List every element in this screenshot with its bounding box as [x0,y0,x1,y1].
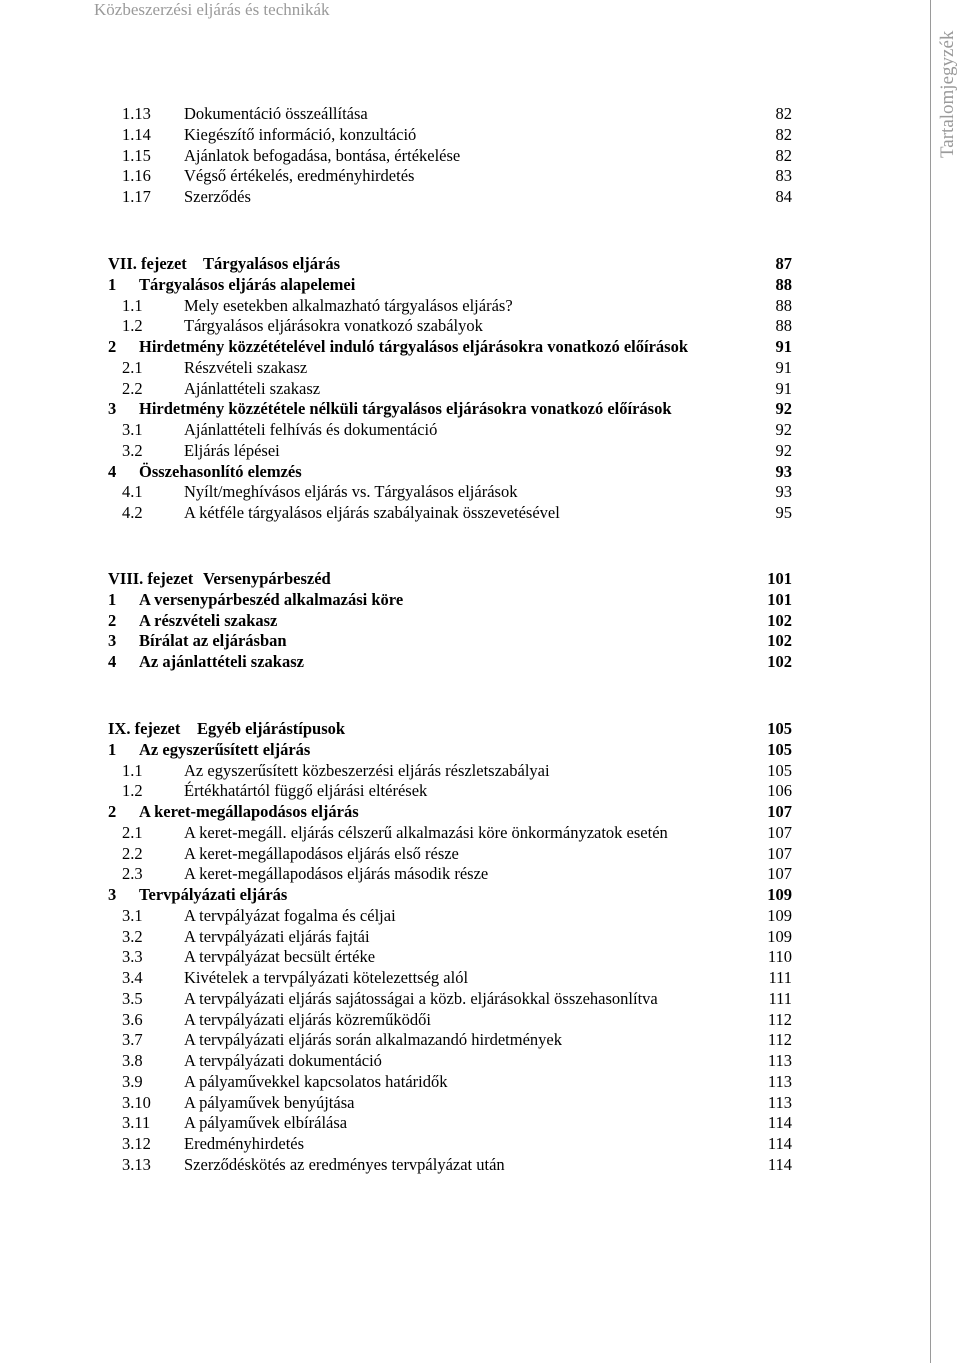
toc-number: 3.6 [122,1009,143,1029]
toc-page: 105 [767,760,792,780]
toc-section[interactable] [0,739,930,760]
toc-page: 93 [775,482,792,502]
toc-page: 114 [767,1134,792,1153]
toc-title: Értékhatártól függő eljárási eltérések [184,781,428,801]
toc-title: Egyéb eljárástípusok [197,719,346,738]
toc-section[interactable] [0,801,930,822]
toc-number: 2.2 [122,378,143,398]
toc-section[interactable] [0,589,930,610]
toc-number: 2.1 [122,357,143,377]
toc-number: 4.1 [122,482,143,502]
toc-number: 1 [108,589,117,609]
toc-title: A tervpályázati eljárás sajátosságai a közb. eljárásokkal összehasonlítva [184,988,658,1008]
toc-page: 88 [775,295,792,315]
toc-page: 107 [767,822,792,842]
toc-page: 102 [767,652,792,671]
toc-entry[interactable] [0,440,930,461]
toc-page: 82 [775,124,792,144]
toc-title: Eredményhirdetés [184,1134,305,1153]
toc-entry[interactable] [0,1029,930,1050]
toc-title: A pályaművekkel kapcsolatos határidők [184,1071,448,1091]
toc-title: A részvételi szakasz [139,610,278,630]
toc-entry[interactable] [0,926,930,947]
toc-entry[interactable] [0,357,930,378]
toc-title: Ajánlattételi szakasz [184,378,321,398]
toc-page: 93 [775,461,792,481]
toc-number: 2.2 [122,843,143,863]
toc-page: 91 [775,378,792,398]
toc-title: A keret-megállapodásos eljárás első része [184,843,459,863]
toc-entry[interactable] [0,1071,930,1092]
toc-page: 111 [768,988,792,1008]
toc-page: 84 [775,187,792,206]
toc-number: 3.9 [122,1071,143,1091]
toc-title: A versenypárbeszéd alkalmazási köre [139,589,404,609]
toc-entry[interactable] [0,967,930,988]
toc-chapter-heading[interactable] [0,718,930,739]
toc-entry[interactable] [0,843,930,864]
toc-page: 112 [767,1030,792,1050]
toc-section[interactable] [0,651,930,672]
toc-title: A keret-megáll. eljárás célszerű alkalmazási köre önkormányzatok esetén [184,822,668,842]
side-tab-label: Tartalomjegyzék [937,30,958,158]
toc-page: 91 [775,337,792,356]
toc-number: 1.17 [122,187,151,206]
toc-number: 2.1 [122,822,143,842]
toc-entry[interactable] [0,946,930,967]
toc-number: 1.13 [122,104,151,123]
toc-title: A tervpályázati eljárás során alkalmazandó hirdetmények [184,1030,562,1050]
toc-title: Végső értékelés, eredményhirdetés [184,166,415,186]
toc-title: Eljárás lépései [184,440,280,460]
toc-page: 88 [775,274,792,294]
toc-page: 102 [767,631,792,651]
toc-page: 82 [775,145,792,165]
toc-entry[interactable] [0,124,930,145]
toc-number: 1.2 [122,316,143,336]
toc-title: Tárgyalásos eljárás alapelemei [139,274,356,294]
toc-number: 1 [108,739,117,759]
toc-section[interactable] [0,884,930,905]
toc-title: A pályaművek elbírálása [184,1113,348,1133]
toc-entry[interactable] [0,419,930,440]
toc-number: VII. fejezet [108,254,187,273]
toc-page: 110 [767,947,792,967]
toc-number: 3 [108,885,117,904]
toc-title: A tervpályázati eljárás fajtái [184,926,370,946]
toc-number: VIII. fejezet [108,569,194,588]
toc-page: 105 [767,739,792,759]
toc-entry[interactable] [0,863,930,884]
toc-page: 111 [768,968,792,987]
side-tab[interactable] [937,30,959,159]
toc-page: 114 [767,1154,792,1174]
toc-title: Kivételek a tervpályázati kötelezettség alól [184,968,469,987]
toc-entry[interactable] [0,186,930,207]
toc-number: 1.1 [122,295,143,315]
toc-section[interactable] [0,274,930,295]
toc-entry[interactable] [0,1133,930,1154]
toc-title: A tervpályázati eljárás közreműködői [184,1009,431,1029]
toc-title: A tervpályázat becsült értéke [184,947,376,967]
toc-number: 2.3 [122,864,143,884]
toc-page: 114 [767,1113,792,1133]
toc-page: 83 [775,166,792,186]
toc-page: 87 [775,254,792,273]
toc-entry[interactable] [0,1154,930,1175]
toc-entry[interactable] [0,780,930,801]
toc-number: 2 [108,802,117,821]
toc-number: 3.13 [122,1154,151,1174]
toc-page: 113 [767,1092,792,1112]
toc-page: 92 [775,440,792,460]
toc-title: Összehasonlító elemzés [139,461,302,481]
toc-title: Kiegészítő információ, konzultáció [184,124,417,144]
toc-entry[interactable] [0,822,930,843]
toc-title: Bírálat az eljárásban [139,631,287,651]
toc-title: Hirdetmény közzétételével induló tárgyalásos eljárásokra vonatkozó előírások [139,337,689,356]
toc-title: A tervpályázat fogalma és céljai [184,905,396,925]
toc-page: 112 [767,1009,792,1029]
toc-number: 1.15 [122,145,151,165]
toc-number: 4 [108,461,117,481]
toc-page: 113 [767,1051,792,1070]
toc-title: Hirdetmény közzététele nélküli tárgyalásos eljárásokra vonatkozó előírások [139,399,672,419]
toc-title: Az ajánlattételi szakasz [139,652,304,671]
toc-entry[interactable] [0,103,930,124]
toc-number: 3.11 [122,1113,151,1133]
toc-section[interactable] [0,630,930,651]
toc-title: Ajánlattételi felhívás és dokumentáció [184,420,438,439]
toc-number: 4 [108,652,117,671]
toc-page: 92 [775,399,792,419]
toc-page: 113 [767,1071,792,1091]
toc-entry[interactable] [0,1112,930,1133]
toc-chapter-heading[interactable] [0,568,930,589]
toc-number: 3 [108,631,117,651]
toc-number: 3.3 [122,947,143,967]
toc-section[interactable] [0,610,930,631]
toc-number: 1.14 [122,124,151,144]
toc-number: 1.1 [122,760,143,780]
toc-number: 3.1 [122,905,143,925]
toc-title: A tervpályázati dokumentáció [184,1051,382,1070]
toc-number: 3.2 [122,440,143,460]
toc-entry[interactable] [0,1050,930,1071]
toc-chapter-heading[interactable] [0,253,930,274]
toc-entry[interactable] [0,988,930,1009]
toc-number: 3.7 [122,1030,143,1050]
toc-page: 92 [775,420,792,439]
toc-entry[interactable] [0,145,930,166]
toc-title: Tárgyalásos eljárás [203,254,341,273]
toc-entry[interactable] [0,760,930,781]
toc-section[interactable] [0,398,930,419]
toc-number: 2 [108,337,117,356]
toc-page: 109 [767,905,792,925]
toc-page: 101 [767,569,792,588]
toc-page: 88 [775,316,792,336]
toc-entry[interactable] [0,295,930,316]
toc-title: Mely esetekben alkalmazható tárgyalásos eljárás? [184,295,513,315]
side-divider [930,0,931,1363]
toc-title: A keret-megállapodásos eljárás második része [184,864,489,884]
toc-page: 82 [775,104,792,123]
toc-number: 4.2 [122,503,143,522]
toc-title: Ajánlatok befogadása, bontása, értékelése [184,145,461,165]
toc-title: Az egyszerűsített eljárás [139,739,311,759]
toc-page: 102 [767,610,792,630]
toc-number: 1.16 [122,166,151,186]
toc-number: 1.2 [122,781,143,801]
toc-title: A keret-megállapodásos eljárás [139,802,359,821]
toc-number: 3.2 [122,926,143,946]
toc-entry[interactable] [0,165,930,186]
toc-page: 95 [775,503,792,522]
toc-number: IX. fejezet [108,719,181,738]
toc-entry[interactable] [0,1092,930,1113]
toc-page: 109 [767,885,792,904]
toc-title: Tervpályázati eljárás [139,885,288,904]
toc-title: Szerződéskötés az eredményes tervpályázat után [184,1154,505,1174]
toc-entry[interactable] [0,315,930,336]
toc-page: 101 [767,589,792,609]
toc-page: 106 [767,781,792,801]
toc-number: 3.12 [122,1134,151,1153]
toc-title: Az egyszerűsített közbeszerzési eljárás részletszabályai [184,760,550,780]
toc-entry[interactable] [0,502,930,523]
toc-number: 3.8 [122,1051,143,1070]
toc-title: Részvételi szakasz [184,357,308,377]
toc-page: 91 [775,357,792,377]
toc-page: 105 [767,719,792,738]
toc-entry[interactable] [0,1009,930,1030]
toc-number: 2 [108,610,117,630]
toc-title: Tárgyalásos eljárásokra vonatkozó szabályok [184,316,483,336]
running-header: Közbeszerzési eljárás és technikák [94,0,330,19]
toc-number: 3.5 [122,988,143,1008]
toc-title: A pályaművek benyújtása [184,1092,355,1112]
toc-page: 107 [767,843,792,863]
toc-title: Versenypárbeszéd [203,569,331,588]
toc-entry[interactable] [0,481,930,502]
toc-number: 3 [108,399,117,419]
toc-section[interactable] [0,336,930,357]
toc-number: 1 [108,274,117,294]
toc-title: Nyílt/meghívásos eljárás vs. Tárgyalásos eljárások [184,482,518,502]
toc-entry[interactable] [0,378,930,399]
toc-section[interactable] [0,461,930,482]
toc-page: 109 [767,926,792,946]
toc-number: 3.4 [122,968,143,987]
toc-entry[interactable] [0,905,930,926]
toc-title: Szerződés [184,187,251,206]
toc-page: 107 [767,802,792,821]
toc-number: 3.1 [122,420,143,439]
toc-page: 107 [767,864,792,884]
toc-title: A kétféle tárgyalásos eljárás szabályainak összevetésével [184,503,560,522]
toc-title: Dokumentáció összeállítása [184,104,368,123]
toc-number: 3.10 [122,1092,151,1112]
